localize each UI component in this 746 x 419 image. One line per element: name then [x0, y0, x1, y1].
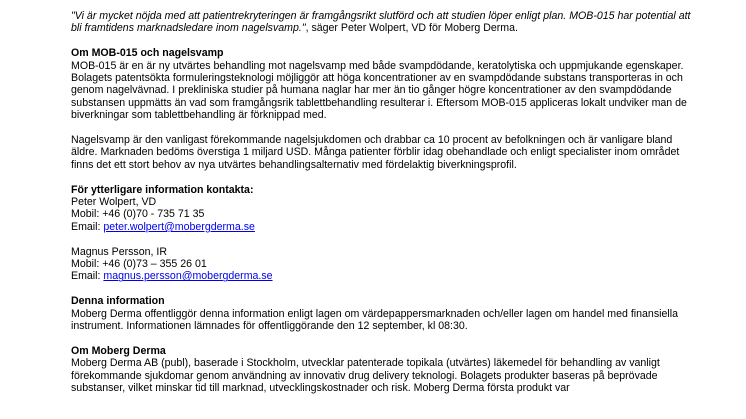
contact-email-line: [71, 270, 691, 282]
contact-block: [71, 246, 691, 283]
disclosure-text: Moberg Derma offentliggör denna information enligt lagen om värdepappersmarknaden och/eller lagen om handel med finansiella instrument. Informationen lämnades för offentliggörande den 12 september, kl 08:30.: [71, 307, 678, 333]
email-label: Email:: [71, 270, 104, 283]
contacts-heading: För ytterligare information kontakta:: [71, 183, 254, 196]
press-release-body: [71, 10, 691, 395]
email-link[interactable]: magnus.persson@mobergderma.se: [103, 270, 273, 283]
quote-attribution: , säger Peter Wolpert, VD för Moberg Derma.: [305, 22, 518, 35]
about-mob015-paragraph: MOB-015 är en är ny utvärtes behandling mot nagelsvamp med både svampdödande, keratolytiska och uppmjukande egenskaper. Bolagets patentsökta formuleringsteknologi möjliggör att höga koncentrationer av en svampdödande substans transporteras in och genom nagelvävnad. I prekliniska studier på humana naglar har mer än tio gånger högre koncentrationer av den svampdödande substansen uppmätts än vad som framgångsrik tablettbehandling resulterar i. Eftersom MOB-015 appliceras lokalt undviker man de biverkningar som tablettbehandling är förknippad med.: [71, 59, 687, 122]
about-mob015-heading: Om MOB-015 och nagelsvamp: [71, 47, 224, 60]
about-company-heading: Om Moberg Derma: [71, 344, 166, 357]
contact-name: Peter Wolpert, VD: [71, 196, 157, 209]
ceo-quote: "Vi är mycket nöjda med att patientrekryteringen är framgångsrikt slutförd och att studien löper enligt plan. MOB-015 har potential att bli framtidens marknadsledare inom nagelsvamp.": [71, 10, 691, 35]
intro-paragraph: [71, 10, 691, 35]
contact-phone: Mobil: +46 (0)73 – 355 26 01: [71, 258, 207, 271]
email-link[interactable]: peter.wolpert@mobergderma.se: [103, 220, 255, 233]
disclosure-heading: Denna information: [71, 295, 165, 308]
contact-phone: Mobil: +46 (0)70 - 735 71 35: [71, 208, 205, 221]
contact-name: Magnus Persson, IR: [71, 245, 167, 258]
nail-fungus-paragraph: Nagelsvamp är den vanligast förekommande nagelsjukdomen och drabbar ca 10 procent av befolkningen och är vanligare bland äldre. Marknaden bedöms överstiga 1 miljard USD. Många patienter förblir idag obehandlade och enligt specialister inom området finns det ett stort behov av nya utvärtes behandlingsalternativ med fördelaktig biverkningsprofil.: [71, 134, 680, 171]
contact-block: [71, 196, 691, 233]
about-company-text: Moberg Derma AB (publ), baserade i Stockholm, utvecklar patenterade topikala (utvärtes) läkemedel för behandling av vanligt förekommande sjukdomar genom användning av innovativ drug delivery teknologi. Bolagets produkter baseras på beprövade substanser, vilket minskar tid till marknad, utvecklingskostnader och risk. Moberg Derma första produkt var: [71, 357, 660, 395]
email-label: Email:: [71, 220, 104, 233]
contact-email-line: [71, 221, 691, 233]
